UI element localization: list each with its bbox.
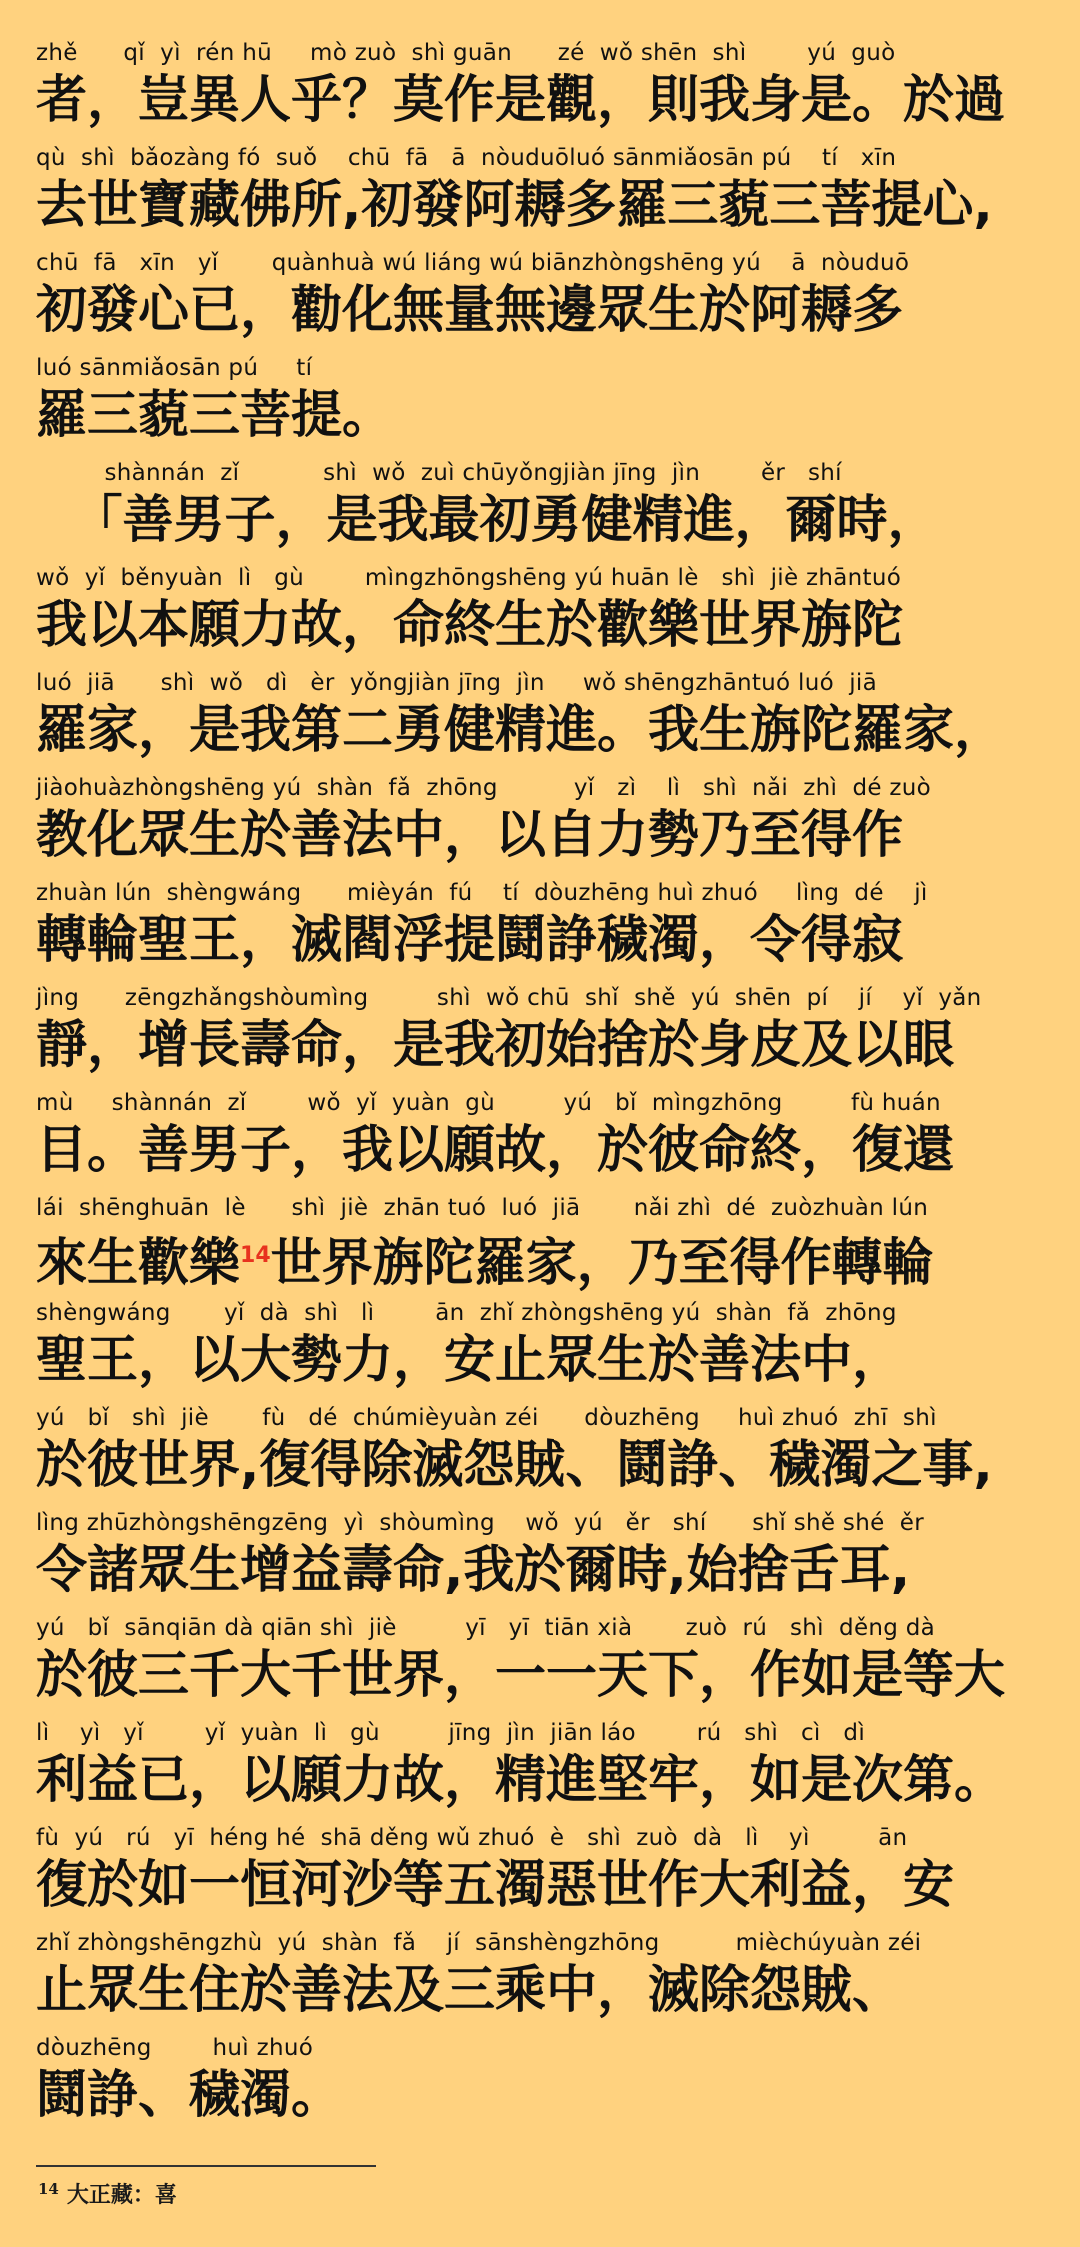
text-line [36,456,1052,561]
text-line [36,1296,1052,1401]
footnote-divider [36,2165,376,2167]
text-line [36,1611,1052,1716]
text-line [36,666,1052,771]
text-line [36,141,1052,246]
hanzi-row: 令諸眾生增益壽命,我於爾時,始捨舌耳, [36,1541,911,1600]
hanzi-row: 「善男子，是我最初勇健精進，爾時， [36,491,939,550]
text-line [36,876,1052,981]
pinyin-row: zhǐ zhòngshēngzhù yú shàn fǎ jí sānshèngzhōng mièchúyuàn zéi [36,1930,922,1956]
hanzi-row: 止眾生住於善法及三乘中，滅除怨賊、 [36,1961,904,2020]
pinyin-row: dòuzhēng huì zhuó [36,2035,314,2061]
text-line [36,1191,1052,1296]
hanzi-row: 去世寶藏佛所,初發阿耨多羅三藐三菩提心, [36,176,993,235]
hanzi-row: 羅家，是我第二勇健精進。我生旃陀羅家， [36,701,1006,760]
pinyin-row: luó sānmiǎosān pú tí [36,355,313,381]
text-line [36,1716,1052,1821]
hanzi-row: 目。善男子，我以願故，於彼命終，復還 [36,1121,955,1180]
hanzi-row: 於彼三千大千世界，一一天下，作如是等大 [36,1646,1006,1705]
pinyin-row: zhě qǐ yì rén hū mò zuò shì guān zé wǒ shēn shì yú guò [36,40,896,66]
pinyin-row: shànnán zǐ shì wǒ zuì chūyǒngjiàn jīng jìn ěr shí [36,460,842,486]
pinyin-row: jìng zēngzhǎngshòumìng shì wǒ chū shǐ shě yú shēn pí jí yǐ yǎn [36,985,982,1011]
pinyin-row: qù shì bǎozàng fó suǒ chū fā ā nòuduōluó sānmiǎosān pú tí xīn [36,145,897,171]
text-line [36,771,1052,876]
pinyin-row: lìng zhūzhòngshēngzēng yì shòumìng wǒ yú ěr shí shǐ shě shé ěr [36,1510,924,1536]
hanzi-row: 初發心已，勸化無量無邊眾生於阿耨多 [36,281,904,340]
pinyin-row: jiàohuàzhòngshēng yú shàn fǎ zhōng yǐ zì lì shì nǎi zhì dé zuò [36,775,932,801]
hanzi-segment: 來生歡樂 [36,1234,241,1293]
pinyin-row: yú bǐ shì jiè fù dé chúmièyuàn zéi dòuzhēng huì zhuó zhī shì [36,1405,937,1431]
pinyin-row: lái shēnghuān lè shì jiè zhān tuó luó jiā nǎi zhì dé zuòzhuàn lún [36,1195,929,1221]
footnote [38,2178,177,2209]
hanzi-row: 我以本願力故，命終生於歡樂世界旃陀 [36,596,904,655]
footnote-text: 大正藏：喜 [66,2182,177,2208]
pinyin-row: yú bǐ sānqiān dà qiān shì jiè yī yī tiān xià zuò rú shì děng dà [36,1615,936,1641]
pinyin-row: wǒ yǐ běnyuàn lì gù mìngzhōngshēng yú huān lè shì jiè zhāntuó [36,565,902,591]
hanzi-row: 於彼世界,復得除滅怨賊、鬪諍、穢濁之事, [36,1436,993,1495]
pinyin-row: luó jiā shì wǒ dì èr yǒngjiàn jīng jìn wǒ shēngzhāntuó luó jiā [36,670,877,696]
hanzi-row: 聖王，以大勢力，安止眾生於善法中， [36,1331,904,1390]
text-line [36,351,1052,456]
hanzi-row: 鬪諍、穢濁。 [36,2066,343,2125]
hanzi-row: 羅三藐三菩提。 [36,386,394,445]
text-line [36,1086,1052,1191]
text-line [36,1926,1052,2031]
pinyin-row: zhuàn lún shèngwáng mièyán fú tí dòuzhēng huì zhuó lìng dé jì [36,880,928,906]
pinyin-row: lì yì yǐ yǐ yuàn lì gù jīng jìn jiān láo rú shì cì dì [36,1720,866,1746]
text-line [36,561,1052,666]
text-line [36,1401,1052,1506]
text-line [36,2031,1052,2136]
pinyin-row: chū fā xīn yǐ quànhuà wú liáng wú biānzhòngshēng yú ā nòuduō [36,250,910,276]
text-line [36,1506,1052,1611]
hanzi-row: 教化眾生於善法中，以自力勢乃至得作 [36,806,904,865]
text-line [36,36,1052,141]
footnote-number: 14 [38,2179,59,2198]
hanzi-segment: 世界旃陀羅家，乃至得作轉輪 [270,1234,934,1293]
text-line [36,981,1052,1086]
hanzi-row: 者，豈異人乎？莫作是觀，則我身是。於過 [36,71,1006,130]
hanzi-row: 轉輪聖王，滅閻浮提鬪諍穢濁，令得寂 [36,911,904,970]
pinyin-row: fù yú rú yī héng hé shā děng wǔ zhuó è shì zuò dà lì yì ān [36,1825,908,1851]
hanzi-row: 靜，增長壽命，是我初始捨於身皮及以眼 [36,1016,955,1075]
text-line [36,246,1052,351]
text-line [36,1821,1052,1926]
footnote-marker[interactable]: 14 [240,1243,271,1268]
hanzi-row: 復於如一恒河沙等五濁惡世作大利益，安 [36,1856,955,1915]
hanzi-row: 利益已，以願力故，精進堅牢，如是次第。 [36,1751,1006,1810]
hanzi-row [36,1225,1052,1293]
pinyin-row: shèngwáng yǐ dà shì lì ān zhǐ zhòngshēng yú shàn fǎ zhōng [36,1300,897,1326]
pinyin-row: mù shànnán zǐ wǒ yǐ yuàn gù yú bǐ mìngzhōng fù huán [36,1090,941,1116]
